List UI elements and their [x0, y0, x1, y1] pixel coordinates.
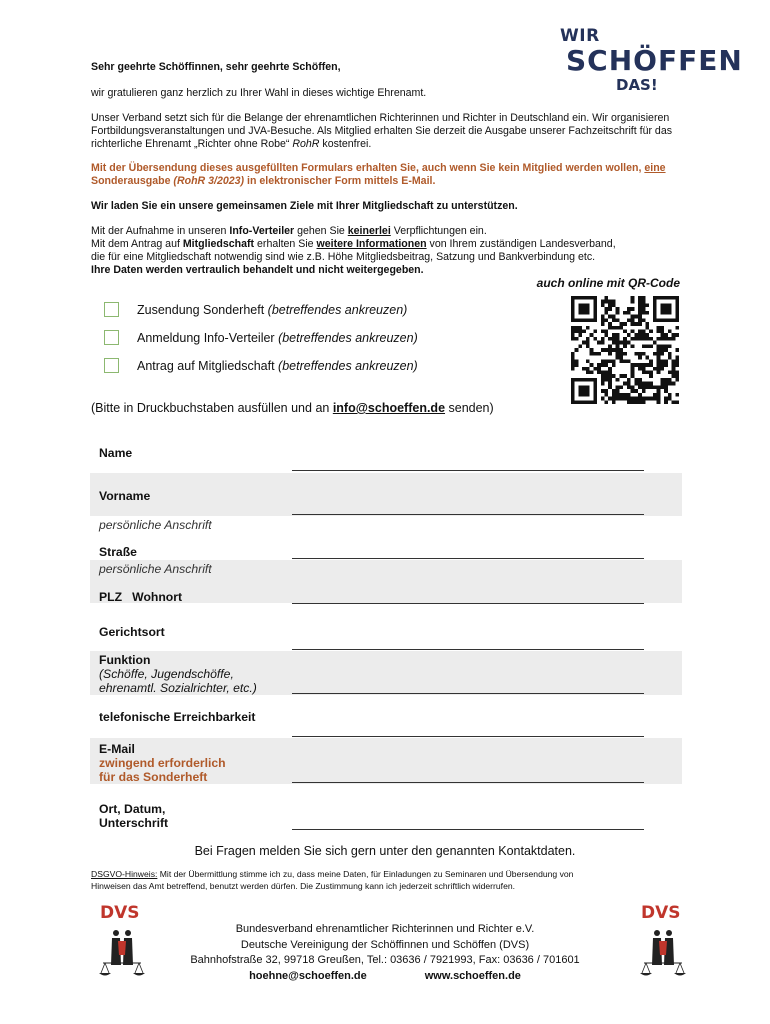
logo-line-1: WIR	[560, 26, 600, 46]
footer-line-1: Bundesverband ehrenamtlicher Richterinnen und Richter e.V.	[235, 923, 535, 935]
footer-web-link[interactable]: www.schoeffen.de	[424, 969, 521, 982]
label-unterschrift: Unterschrift	[99, 816, 169, 830]
dvs-logo-right: DVS	[638, 903, 688, 983]
input-email[interactable]	[292, 782, 644, 783]
checkbox-mitgliedschaft[interactable]	[104, 358, 119, 373]
label-strasse: Straße	[99, 545, 137, 559]
label-funktion-hint-2: ehrenamtl. Sozialrichter, etc.)	[99, 681, 257, 695]
input-ort-datum-unterschrift[interactable]	[292, 829, 644, 830]
contact-note: Bei Fragen melden Sie sich gern unter den genannten Kontaktdaten.	[194, 844, 576, 858]
footer-email-link[interactable]: hoehne@schoeffen.de	[249, 969, 367, 982]
dvs-logo-left: DVS	[97, 903, 147, 983]
label-email-required-2: für das Sonderheft	[99, 770, 208, 784]
option-sonderheft-label: Zusendung Sonderheft (betreffendes ankreuzen)	[137, 303, 408, 317]
logo-line-3: DAS!	[616, 76, 658, 94]
logo-line-2: SCHÖFFEN	[566, 44, 743, 77]
association-paragraph: Unser Verband setzt sich für die Belange der ehrenamtlichen Richterinnen und Richter in Deutschland ein. Wir organisieren Fortbildungsveranstaltungen und JVA-Besuche. Als Mitglied erhalten Sie derzeit die Ausgabe unserer Fachzeitschrift für das richterliche Ehrenamt „Richter ohne Robe“ RohR kostenfrei.	[91, 112, 673, 150]
input-gerichtsort[interactable]	[292, 649, 644, 650]
label-vorname: Vorname	[99, 489, 151, 503]
salutation: Sehr geehrte Schöffinnen, sehr geehrte Schöffen,	[91, 61, 341, 73]
gdpr-label: DSGVO-Hinweis:	[91, 869, 158, 879]
input-vorname[interactable]	[292, 514, 644, 515]
input-telefon[interactable]	[292, 736, 644, 737]
option-mitgliedschaft-label: Antrag auf Mitgliedschaft (betreffendes ankreuzen)	[137, 359, 418, 373]
option-info-verteiler-label: Anmeldung Info-Verteiler (betreffendes ankreuzen)	[137, 331, 418, 345]
gdpr-notice: DSGVO-Hinweis: Mit der Übermittlung stimme ich zu, dass meine Daten, für Einladungen zu Seminaren und Übersendung von Hinweisen das Amt betreffend, benutzt werden dürfen. Die Zustimmung kann ich jederzeit schriftlich widerrufen.	[91, 869, 574, 891]
fill-instruction: (Bitte in Druckbuchstaben ausfüllen und an info@schoeffen.de senden)	[91, 401, 494, 415]
info-email-link[interactable]: info@schoeffen.de	[332, 401, 446, 415]
online-qr-note: auch online mit QR-Code	[536, 276, 680, 290]
footer-line-2: Deutsche Vereinigung der Schöffinnen und Schöffen (DVS)	[240, 938, 530, 951]
label-funktion: Funktion	[99, 653, 151, 667]
input-strasse[interactable]	[292, 558, 644, 559]
row-shade-vorname	[90, 473, 682, 516]
label-anschrift-1: persönliche Anschrift	[99, 518, 212, 532]
input-name[interactable]	[292, 470, 644, 471]
label-name: Name	[99, 446, 133, 460]
label-telefon: telefonische Erreichbarkeit	[99, 710, 256, 724]
input-funktion[interactable]	[292, 693, 644, 694]
offer-paragraph: Mit der Übersendung dieses ausgefüllten Formulars erhalten Sie, auch wenn Sie kein Mitglied werden wollen, eine Sonderausgabe (RohR 3/2023) in elektronischer Form mittels E-Mail.	[91, 162, 666, 187]
label-ort-datum: Ort, Datum,	[99, 802, 166, 816]
label-plz-wohnort: PLZ Wohnort	[99, 590, 183, 604]
label-email: E-Mail	[99, 742, 135, 756]
label-gerichtsort: Gerichtsort	[99, 625, 165, 639]
invite-text: Wir laden Sie ein unsere gemeinsamen Ziele mit Ihrer Mitgliedschaft zu unterstützen.	[91, 200, 518, 212]
footer-line-3: Bahnhofstraße 32, 99718 Greußen, Tel.: 03636 / 7921993, Fax: 03636 / 701601	[190, 954, 580, 966]
checkbox-sonderheft[interactable]	[104, 302, 119, 317]
label-funktion-hint-1: (Schöffe, Jugendschöffe,	[99, 667, 234, 681]
checkbox-info-verteiler[interactable]	[104, 330, 119, 345]
label-anschrift-2: persönliche Anschrift	[99, 562, 212, 576]
input-plz-wohnort[interactable]	[292, 603, 644, 604]
qr-code[interactable]	[570, 296, 680, 404]
footer-address	[0, 922, 770, 984]
info-paragraph: Mit der Aufnahme in unseren Info-Verteiler gehen Sie keinerlei Verpflichtungen ein. Mit dem Antrag auf Mitgliedschaft erhalten Sie weitere Informationen von Ihrem zuständigen Landesverband, die für eine Mitgliedschaft notwendig sind wie z.B. Höhe Mitgliedsbeitrag, Satzung und Bankverbindung etc. Ihre Daten werden vertraulich behandelt und nicht weitergegeben.	[91, 225, 616, 276]
label-email-required-1: zwingend erforderlich	[99, 756, 226, 770]
congratulation-text: wir gratulieren ganz herzlich zu Ihrer Wahl in dieses wichtige Ehrenamt.	[91, 87, 427, 99]
